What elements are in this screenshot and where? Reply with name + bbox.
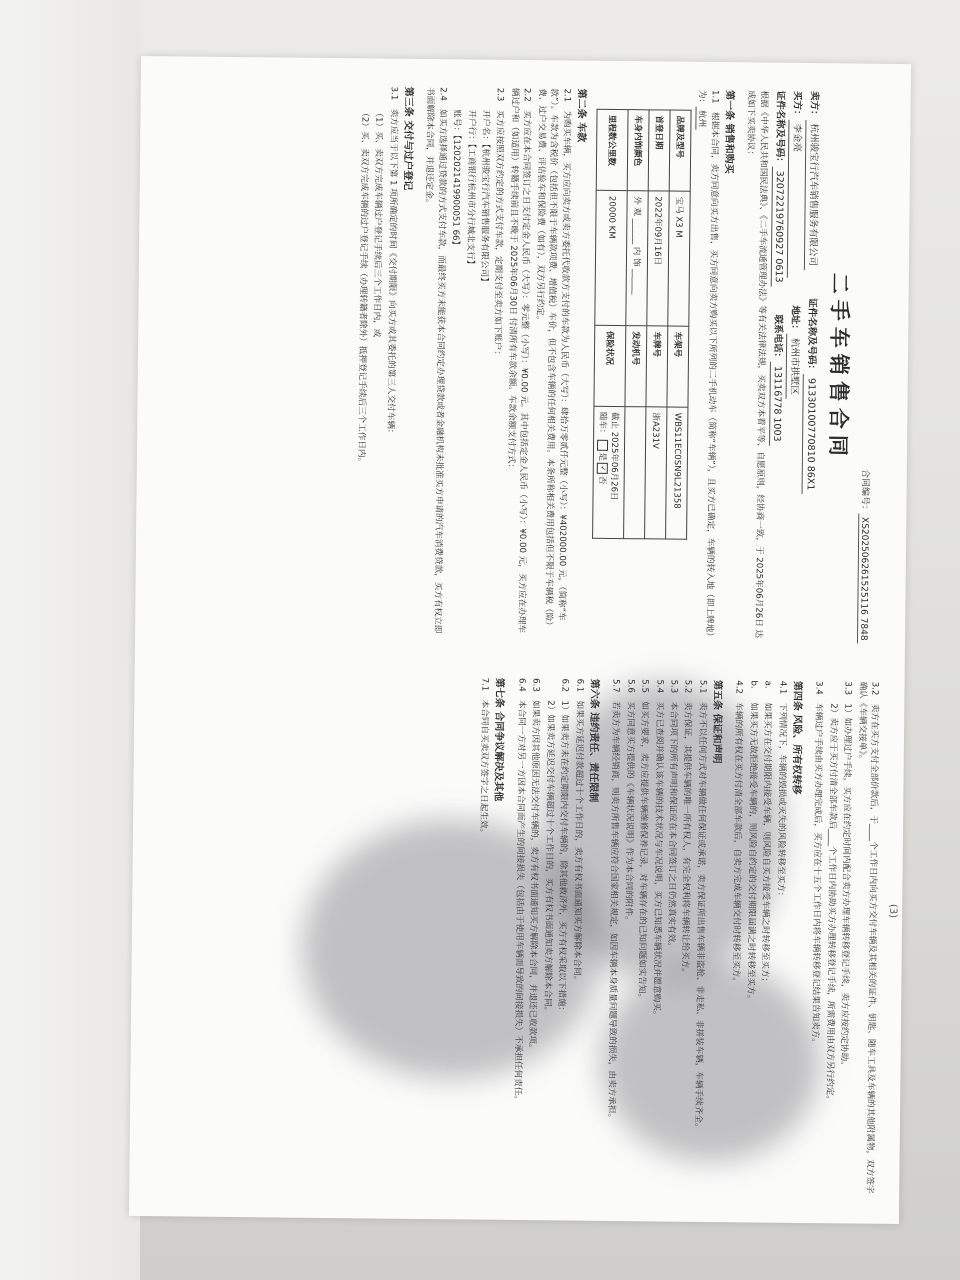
seller-label: 卖方： (808, 90, 820, 120)
clause-2-3: 2.3买方应按照双方约定的方式支付车款，定期支付至卖方如下账户： (492, 87, 506, 360)
clause-number: 6.2 (559, 678, 570, 693)
bank-name-value: 工商银行杭州市分行城北支行 (464, 148, 476, 260)
art5-title: 第五条 保证和声明 (710, 680, 723, 764)
clause-2-1: 2.1为购买车辆，买方应向卖方或卖方委托代收款方支付的车款为人民币（大写）：肆拾万零贰仟元整（小写）：¥402000.00 元，（简称“车款”）。车款为含税价（包括但不限于车辆款项费、增值税）车价，但不包含车辆的任何相关费用。本条所称相关费用包括但不限于车辆税（险）费、过户交易费、评估验车和保险费（如有），双方另行约定。 (534, 88, 572, 630)
seller-id-label: 证件名称及号码： (805, 298, 818, 375)
clauses-3 (807, 681, 881, 1200)
bank-payee-label: 开户名： (480, 109, 491, 145)
page-number: (3) (887, 903, 899, 919)
clause-text: 车辆的所有权在买方付清全部车款后，自卖方完成车辆交付时转移至买方。 (730, 702, 744, 986)
hand-shadow (300, 818, 603, 1081)
buyer-label: 买方： (791, 90, 803, 120)
art1-title: 第一条 销售和购买 (722, 90, 735, 174)
clause-number: 3.2 (869, 681, 880, 696)
vin-value: WBS11EC0SN9L21358 (665, 407, 687, 539)
buyer-name: 李金亮 (787, 119, 802, 277)
clause-number: 6.1 (574, 678, 585, 693)
address-label: 地址： (789, 305, 801, 334)
clause-number: 4.2 (733, 680, 744, 695)
clause-text: 卖方不以任何方式对车辆做任何保证或承诺，卖方保证所出售车辆非盗抢、非走私、非拼装车辆，车辆手续齐全。 (692, 701, 708, 1132)
clause-2-4: 2.4如买方选择通过贷款的方式支付车款，而最终买方未能获本合同约定办理贷款或者金融机构未批准买方申请的汽车消费贷款，买方有权立即书面解除本合同，并退还定金。 (423, 86, 448, 634)
brand-label: 品牌及型号 (669, 110, 691, 191)
clause-text: 2）卖方应于买方付清全部车款后____个工作日内协助买方办理转移登记手续，所需费用由双方另行约定。 (823, 703, 838, 1105)
clause-text: 1）如果卖方未在约定期限内交付车辆的，除其他救济外，买方有权采取以下措施： (556, 700, 570, 1016)
insurance-check-label: 随车： (596, 411, 608, 438)
clause-2-2b-text: （小写）：¥0.00 元。其中包括定金人民币（小写）：¥0.00 元，买方应在办理车辆过户和（如适用）转籍手续前且不晚于 2025年06月30日 付清所有车款余额。车款余额支付方式： (505, 87, 530, 634)
contract-number (858, 92, 877, 644)
clause-number: 5.7 (610, 678, 621, 693)
clause-number: 5.3 (668, 679, 679, 694)
clause-1-1-text: 根据本合同，卖方同意向买方出售，买方同意向卖方购买以下所列的二手机动车（简称“车辆”），且买方已确定，车辆的转入地（即上牌地）为： (696, 89, 720, 641)
clause-text: 若卖方为车辆经销商，则卖方所售车辆应符合国家相关规定，如因车辆本身质量问题导致的损失，由卖方承担。 (606, 700, 621, 1123)
insurance-value (592, 406, 624, 538)
reg-date-label: 首登日期 (648, 110, 670, 191)
bank-name-label: 开户行： (465, 109, 477, 144)
engine-label: 发动机号 (625, 326, 647, 407)
art3-clause (850, 682, 880, 1200)
clause-number: 6.3 (530, 678, 541, 692)
clause-text: 如果买方无故拒绝接受车辆的，则风险自约定的交付期限届满之时转移至买方。 (745, 702, 759, 1004)
color-value: 外 观 ______ 内 饰 ______ (626, 191, 648, 326)
clause-number: 3.4 (813, 681, 824, 695)
clause-number: 6.4 (516, 677, 527, 692)
checkbox-no-checked: ✓ (596, 463, 607, 474)
clause-number: 5.1 (697, 679, 708, 694)
clause-text: 如买方要求，卖方应提供车辆维修保养记录，对车辆存在的已知问题如实告知。 (636, 701, 650, 1003)
clause-text: 买方已查阅并确认该车辆的技术状况与车况说明，买方已知悉车辆状况并愿意购买。 (650, 701, 664, 1020)
clause-number: 3.3 (842, 681, 853, 696)
clause-number: 7.1 (479, 677, 491, 692)
clause-2-2-text: 买方应在本合同签订之日支付定金人民币（大写）：零元整 (519, 109, 532, 330)
buyer-row (783, 91, 803, 643)
plate-value: 浙A231V (644, 407, 666, 539)
phone-label: 联系电话： (772, 314, 784, 363)
art2-title: 第二条 车款 (574, 88, 587, 143)
reg-date-value: 2022年09月16日 (647, 191, 669, 326)
clause-1-1: 1.1根据本合同，卖方同意向买方出售，买方同意向卖方购买以下所列的二手机动车（简称“车辆”），且买方已确定，车辆的转入地（即上牌地）为：杭州 (696, 89, 720, 641)
clause-text: 下列情况下，车辆的毁损或灭失的风险转移至买方： (775, 702, 788, 901)
art4-title: 第四条 风险、所有权转移 (790, 680, 803, 795)
contract-no-value: XS202506261525116 7848 (857, 514, 869, 644)
plate-label: 车牌号 (646, 326, 668, 407)
buyer-id-row (767, 91, 787, 643)
page-1 (135, 56, 911, 664)
clause-text: 如果卖方因其他原因无法交付车辆的，卖方有权书面通知买方解除本合同，并退还已收款项。 (527, 700, 541, 1053)
clause-text: 1）如办理过户手续，买方应在约定时间内配合卖方办理车辆转移登记手续，卖方应按约定协助。 (838, 703, 853, 1070)
seller-id: 91330100770810 86X1 (802, 374, 817, 494)
seller-name: 杭州骏宝行汽车销售服务有限公司 (804, 119, 819, 270)
seller-row (800, 91, 820, 643)
clause-3-1: 3.1卖方应当于以下第 1 项所确定的时间《交付期限》向买方或其委托的第三人交付车辆： (384, 86, 399, 438)
interior-label: 内 饰 (630, 246, 641, 267)
clause-number: b. (748, 680, 759, 689)
clause-2-3-text: 买方应按照双方约定的方式支付车款，定期支付至卖方如下账户： (492, 109, 506, 360)
contract-title: 二手车销售合同 (825, 272, 852, 462)
art6-title: 第六条 违约责任、责任限制 (587, 678, 600, 803)
contract-no-label: 合同编号： (859, 468, 870, 515)
insurance-label: 保险状况 (594, 325, 626, 406)
art3-title: 第三条 交付与过户登记 (401, 86, 414, 191)
buyer-id-label: 证件名称及号码： (774, 90, 787, 167)
clause-number: 5.2 (682, 679, 694, 694)
clause-number: 5.4 (654, 679, 665, 694)
address: 杭州市拱墅区 (786, 334, 800, 399)
color-label: 车身内饰颜色 (627, 110, 649, 191)
insurance-yes: 是 (596, 452, 607, 462)
preamble: 根据《中华人民共和国民法典》、《二手车流通管理办法》等有关法律法规，买卖双方本着平等、自愿原则，经协商一致，于 2025年06月26日 达成如下买卖协议： (745, 90, 769, 639)
clause-2-1-text: 为购买车辆，买方应向卖方或卖方委托代收款方支付的车款为人民币（大写）：肆拾万零贰仟元整 (557, 110, 572, 476)
clause-text: 2）如果卖方延迟交付车辆超过十个工作日的，买方有权书面通知卖方解除本合同。 (541, 700, 556, 1016)
art7-title: 第七条 合同争议解决及其他 (492, 677, 506, 802)
registration-city: 杭州 (696, 107, 707, 130)
mileage-label: 里程数公里数 (596, 109, 628, 190)
bank-account-value: 1202021419900051 66 (450, 139, 462, 241)
clause-2-2: 2.2买方应在本合同签订之日支付定金人民币（大写）：零元整（小写）：¥0.00 元。其中包括定金人民币（小写）：¥0.00 元，买方应在办理车辆过户和（如适用）转籍手续前且不晚于 2025年06月30日 付清所有车款余额。车款余额支付方式： (505, 87, 533, 634)
clause-text: 卖方保证，其提供车辆的唯一所有权人，有完全权利将车辆转让给买方。 (679, 701, 693, 977)
vehicle-table (592, 109, 691, 540)
engine-value (623, 407, 645, 539)
brand-value: 宝马 X3 M (668, 191, 690, 326)
contract-sheet (129, 56, 911, 1224)
mileage-value: 20000 KM (595, 190, 627, 325)
clause-2-1b-text: （小写）：¥402000.00 元，（简称“车款”）。车款为含税价（包括但不限于车辆款项费、增值税）车价，但不包含车辆的任何相关费用。本条所称相关费用包括但不限于车辆税（险）费、过户交易费、评估验车和保险费（如有），双方另行约定。 (534, 88, 568, 630)
exterior-label: 外 观 (631, 196, 642, 216)
phone: 13116778 1003 (769, 362, 784, 446)
clause-text: 买方同意买方提供的《车辆状况说明》作为本合同的附件。 (622, 701, 636, 925)
clause-3-1b: （2）买、卖双方完成车辆的过户登记手续（办理转籍者除外）抵押登记手续后三个工作日内。 (355, 108, 370, 467)
clause-number: 5.5 (639, 679, 650, 694)
background-left (0, 0, 140, 1280)
clause-2-4-text: 如买方选择通过贷款的方式支付车款，而最终买方未能获本合同约定办理贷款或者金融机构未批准买方申请的汽车消费贷款，买方有权立即书面解除本合同，并退还定金。 (423, 86, 448, 634)
clause-number: a. (762, 680, 773, 689)
clause-text: 本合同一方对另一方因本合同而产生的间接损失（包括由于使用车辆而导致的间接损失）不承担任何责任。 (512, 699, 527, 1104)
bank-name: 开户行：【工商银行杭州市分行城北支行】 (464, 109, 477, 269)
bank-account: 账号：【1202021419900051 66】 (450, 109, 462, 250)
bank-payee: 开户名：【杭州骏宝行汽车销售服务有限公司】 (478, 109, 491, 286)
clause-3-1a: （1）买、卖双方完成车辆过户登记手续后三个工作日内，或 (371, 108, 384, 338)
insurance-expiry: 截止 2025年06月26日 (608, 411, 620, 501)
bank-account-label: 账号： (451, 109, 462, 136)
clause-text: 车辆过户手续由买方办理完成后，买方应在十五个工作日内将车辆转移登记结果告知卖方。 (809, 703, 824, 1047)
clause-text: 本合同项下的所有声明和保证应在本合同签订之日仍然真实有效。 (665, 701, 679, 951)
table-row (623, 110, 648, 539)
clause-3-1-text: 卖方应当于以下第 1 项所确定的时间《交付期限》向买方或其委托的第三人交付车辆： (384, 108, 399, 438)
clause-text: 如果买方在交付期限内接受车辆，则风险自买方接受车辆之时转移至买方； (759, 702, 773, 987)
clause-text: 本合同自买卖双方签字之日起生效。 (478, 699, 490, 838)
buyer-id: 32072219760927 0613 (770, 167, 785, 287)
bank-payee-value: 杭州骏宝行汽车销售服务有限公司 (478, 148, 491, 278)
clause-text: 卖方在买方支付全部价款后，于____个工作日内向买方交付车辆及其相关的证件、钥匙、随车工具及车辆的其他附属物，双方签字确认《车辆交接单》。 (856, 681, 880, 1194)
vin-label: 车架号 (667, 326, 689, 407)
checkbox-yes (597, 439, 608, 450)
hand-shadow (600, 961, 822, 1163)
table-row (592, 109, 627, 538)
insurance-no: 否 (596, 475, 607, 485)
clause-text: 如果买方延迟付款超过十个工作日的，卖方有权书面通知买方解除本合同。 (571, 700, 585, 985)
clause-number: 4.1 (777, 680, 788, 695)
clause-number: 5.6 (625, 679, 636, 693)
